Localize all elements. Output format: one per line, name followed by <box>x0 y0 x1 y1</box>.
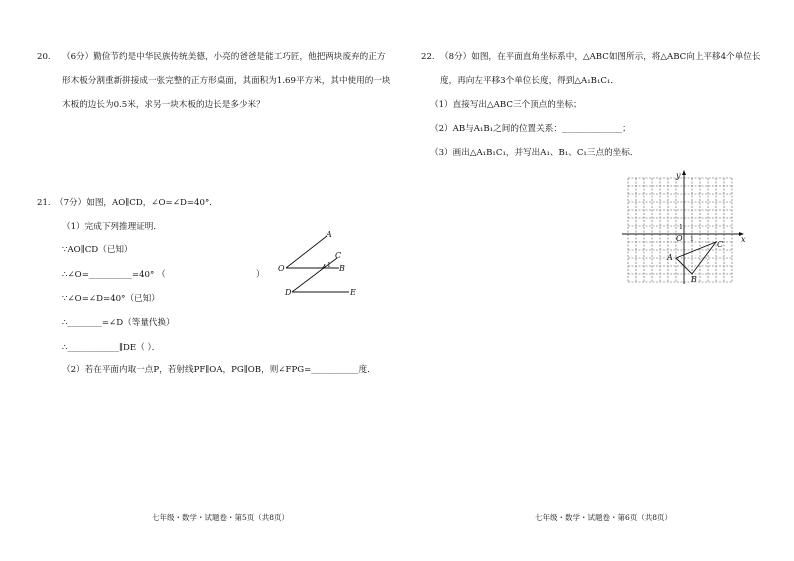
q21-step2a: ∴∠O=__________=40° <box>62 270 155 280</box>
q22-part2: （2）AB与A₁B₁之间的位置关系：______________； <box>430 124 631 134</box>
axes <box>622 170 744 284</box>
q21-figure <box>278 228 358 300</box>
left-footer: 七年级・数学・试题卷・第5页（共8页） <box>152 513 290 522</box>
q21-step4: ∴________=∠D（等量代换） <box>62 318 175 328</box>
label-a: A <box>326 230 332 239</box>
q20-line2: 形木板分割重新拼接成一张完整的正方形桌面，其面积为1.69平方米，其中使用的一块 <box>62 76 391 86</box>
q22-part1: （1）直接写出△ABC三个顶点的坐标； <box>430 100 582 110</box>
q21-intro: （7分）如图，AO∥CD，∠O=∠D=40°． <box>55 198 218 208</box>
q21-step2-reason-open: （ <box>157 270 166 280</box>
q21-number: 21. <box>37 198 51 208</box>
q22-part3: （3）画出△A₁B₁C₁，并写出A₁、B₁、C₁三点的坐标． <box>430 148 639 158</box>
q21-step3: ∵∠O=∠D=40°（已知） <box>62 294 160 304</box>
q22-line2: 度，再向左平移3个单位长度，得到△A₁B₁C₁． <box>440 76 620 86</box>
label-d: D <box>285 288 292 297</box>
ray-oa <box>286 236 327 268</box>
label-c: C <box>335 251 342 260</box>
label-one-x: 1 <box>690 236 694 243</box>
label-vertex-b: B <box>691 275 697 284</box>
q20-line1: （6分）勤俭节约是中华民族传统美德，小亮的爸爸是能工巧匠，他把两块废弃的正方 <box>62 52 386 62</box>
q21-part2: （2）若在平面内取一点P，若射线PF∥OA，PG∥OB，则∠FPG=___________度． <box>62 365 376 375</box>
q21-step2-reason-close: ） <box>256 270 265 280</box>
q20-number: 20. <box>37 52 51 62</box>
q22-number: 22. <box>421 52 435 62</box>
right-footer: 七年级・数学・试题卷・第6页（共8页） <box>535 513 673 522</box>
label-y: y <box>676 171 681 180</box>
q21-step1: ∵AO∥CD（已知） <box>62 245 133 255</box>
q22-line1: （8分）如图，在平面直角坐标系中，△ABC如图所示，将△ABC向上平移4个单位长 <box>440 52 761 62</box>
q21-part1: （1）完成下列推理证明． <box>62 222 162 232</box>
label-e: E <box>350 288 356 297</box>
label-x: x <box>741 235 746 244</box>
label-origin: O <box>676 234 683 243</box>
y-axis-arrow <box>682 170 686 175</box>
q20-line3: 木板的边长为0.5米，求另一块木板的边长是多少米？ <box>62 100 265 110</box>
q21-step5: ∴____________∥DE（ ）． <box>62 343 161 353</box>
label-vertex-c: C <box>717 240 724 249</box>
label-o: O <box>278 264 285 273</box>
label-one-y: 1 <box>679 224 683 231</box>
label-vertex-a: A <box>667 253 673 262</box>
label-b: B <box>339 264 345 273</box>
label-angle-1: 1 <box>327 262 331 269</box>
q22-coordinate-grid <box>620 170 750 290</box>
